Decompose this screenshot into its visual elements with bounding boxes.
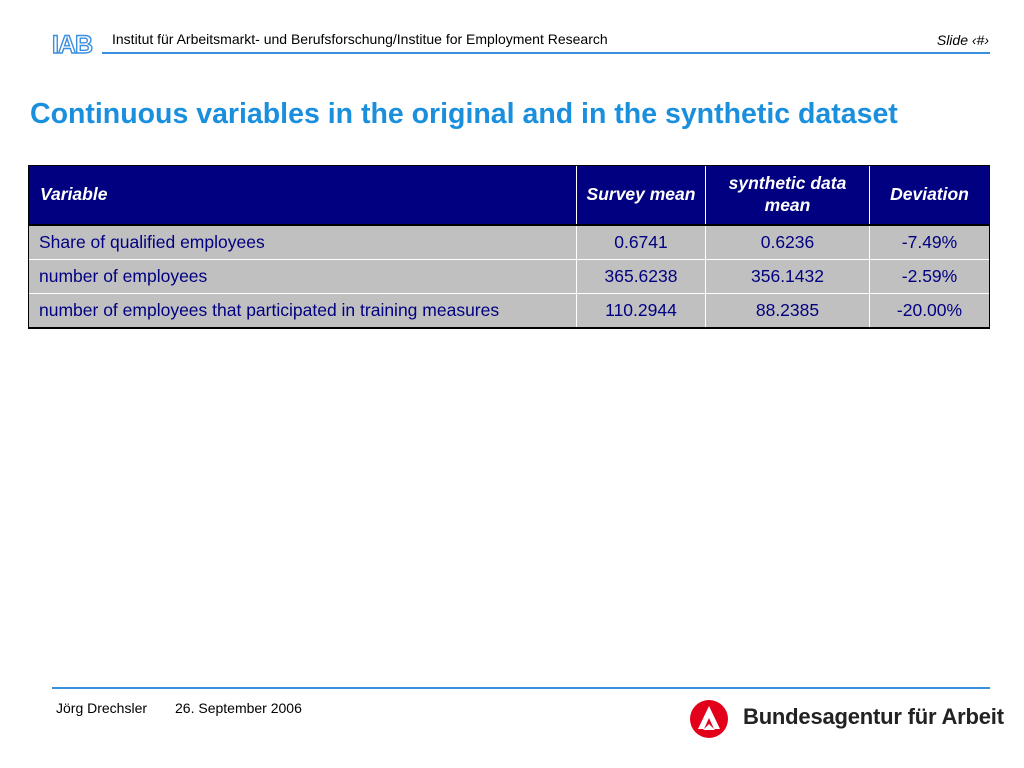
slide-title: Continuous variables in the original and in the synthetic dataset xyxy=(30,98,898,130)
slide-number: Slide ‹#› xyxy=(936,32,989,48)
header-deviation: Deviation xyxy=(870,166,990,226)
iab-logo xyxy=(52,32,104,56)
table-header-row xyxy=(29,166,990,226)
table-row xyxy=(29,294,990,329)
header-divider xyxy=(102,52,990,54)
footer-author: Jörg Drechsler xyxy=(56,700,148,716)
table-row xyxy=(29,225,990,260)
footer-divider xyxy=(52,687,990,689)
cell-deviation: -2.59% xyxy=(870,260,990,294)
header-synthetic-mean: synthetic data mean xyxy=(706,166,870,226)
cell-deviation: -20.00% xyxy=(870,294,990,329)
cell-variable: number of employees xyxy=(29,260,577,294)
agency-name: Bundesagentur für Arbeit xyxy=(743,704,1004,729)
cell-deviation: -7.49% xyxy=(870,225,990,260)
bundesagentur-logo-icon xyxy=(689,699,729,739)
header-variable: Variable xyxy=(29,166,577,226)
table-row xyxy=(29,260,990,294)
footer-date: 26. September 2006 xyxy=(175,700,302,716)
comparison-table xyxy=(28,165,990,329)
cell-survey-mean: 0.6741 xyxy=(577,225,706,260)
cell-synthetic-mean: 88.2385 xyxy=(706,294,870,329)
cell-survey-mean: 365.6238 xyxy=(577,260,706,294)
cell-survey-mean: 110.2944 xyxy=(577,294,706,329)
institute-name: Institut für Arbeitsmarkt- und Berufsforschung/Institue for Employment Research xyxy=(112,31,608,47)
svg-text:IAB: IAB xyxy=(52,32,93,56)
cell-synthetic-mean: 356.1432 xyxy=(706,260,870,294)
cell-synthetic-mean: 0.6236 xyxy=(706,225,870,260)
cell-variable: number of employees that participated in training measures xyxy=(29,294,577,329)
header-survey-mean: Survey mean xyxy=(577,166,706,226)
cell-variable: Share of qualified employees xyxy=(29,225,577,260)
